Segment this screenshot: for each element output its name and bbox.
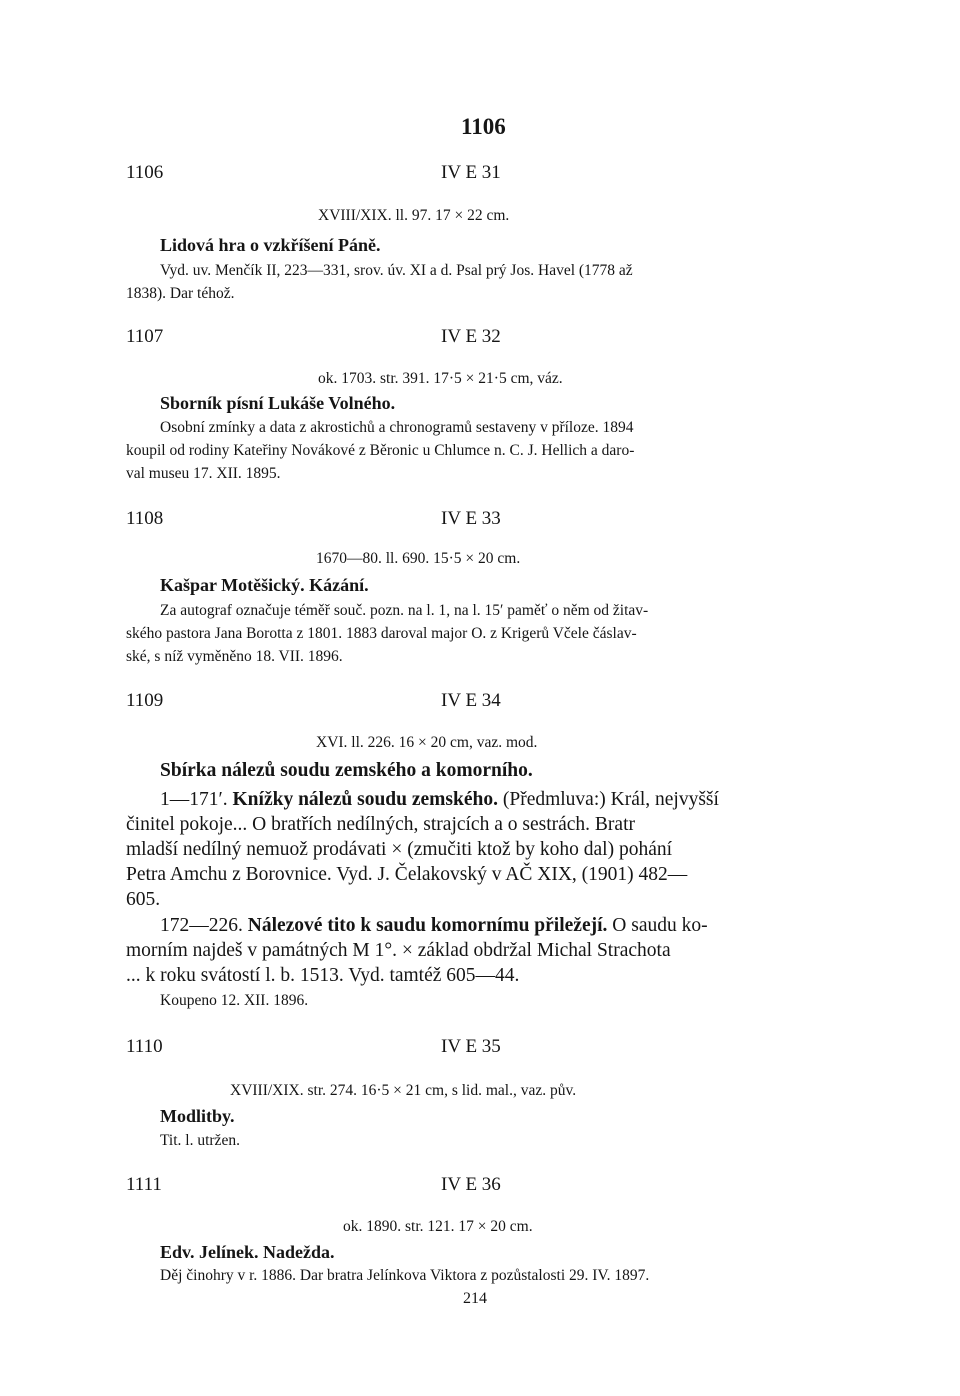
description-line: ské, s níž vyměněno 18. VII. 1896. [126,648,343,665]
description-line: Tit. l. utržen. [160,1132,240,1149]
entry-title: Modlitby. [160,1106,235,1126]
part-heading: Nálezové tito k saudu komornímu přiležejí. [247,915,608,936]
part-heading: Knížky nálezů soudu zemského. [232,789,498,810]
content-part-1-line [160,789,719,811]
part-text: (Předmluva:) Král, nejvyšší [502,789,719,810]
entry-title: Sborník písní Lukáše Volného. [160,393,396,413]
shelfmark: IV E 31 [441,162,501,183]
entry-title: Sbírka nálezů soudu zemského a komorního. [160,760,533,781]
description-line: Osobní zmínky a data z akrostichů a chronogramů sestaveny v příloze. 1894 [160,419,634,436]
physical-description: XVI. ll. 226. 16 × 20 cm, vaz. mod. [316,734,538,751]
content-line: činitel pokoje... O bratřích nedílných, strajcích a o sestrách. Bratr [126,814,635,835]
part-text: O saudu ko- [612,915,708,936]
physical-description: XVIII/XIX. str. 274. 16·5 × 21 cm, s lid. mal., vaz. pův. [230,1082,577,1099]
physical-description: 1670—80. ll. 690. 15·5 × 20 cm. [316,550,521,567]
entry-title: Edv. Jelínek. Nadežda. [160,1242,335,1262]
entry-title: Kašpar Motěšický. Kázání. [160,575,369,595]
shelfmark: IV E 32 [441,326,501,347]
page-number: 214 [463,1290,487,1307]
content-line: 605. [126,889,161,910]
description-line: ského pastora Jana Borotta z 1801. 1883 daroval major O. z Krigerů Včele čáslav- [126,625,637,642]
entry-number: 1109 [126,690,164,711]
shelfmark: IV E 34 [441,690,501,711]
description-line: Vyd. uv. Menčík II, 223—331, srov. úv. XI a d. Psal prý Jos. Havel (1778 až [160,262,633,279]
folio-range: 1—171′. [160,789,228,810]
physical-description: XVIII/XIX. ll. 97. 17 × 22 cm. [318,207,510,224]
content-line: Petra Amchu z Borovnice. Vyd. J. Čelakovský v AČ XIX, (1901) 482— [126,864,688,885]
entry-number: 1111 [126,1174,162,1195]
physical-description: ok. 1890. str. 121. 17 × 20 cm. [343,1218,533,1235]
description-line: 1838). Dar téhož. [126,285,235,302]
content-line: ... k roku svátostí l. b. 1513. Vyd. tamtéž 605—44. [126,965,520,986]
content-part-2-line [160,915,708,937]
content-line: morním najdeš v památných M 1°. × základ obdržal Michal Strachota [126,940,671,961]
folio-range: 172—226. [160,915,243,936]
description-line: Děj činohry v r. 1886. Dar bratra Jelínkova Viktora z pozůstalosti 29. IV. 1897. [160,1267,650,1284]
description-line: koupil od rodiny Kateřiny Novákové z Běronic u Chlumce n. C. J. Hellich a daro- [126,442,635,459]
content-line: mladší nedílný nemuož prodávati × (zmučiti ktož by koho dal) pohání [126,839,673,860]
shelfmark: IV E 36 [441,1174,501,1195]
entry-number: 1108 [126,508,164,529]
entry-number: 1110 [126,1036,163,1057]
running-head: 1106 [461,114,506,139]
entry-number: 1106 [126,162,164,183]
entry-title: Lidová hra o vzkříšení Páně. [160,235,381,255]
acquisition-note: Koupeno 12. XII. 1896. [160,992,309,1009]
shelfmark: IV E 33 [441,508,501,529]
physical-description: ok. 1703. str. 391. 17·5 × 21·5 cm, váz. [318,370,563,387]
description-line: Za autograf označuje téměř souč. pozn. na l. 1, na l. 15′ paměť o něm od žitav- [160,602,649,619]
entry-number: 1107 [126,326,164,347]
shelfmark: IV E 35 [441,1036,501,1057]
description-line: val museu 17. XII. 1895. [126,465,281,482]
